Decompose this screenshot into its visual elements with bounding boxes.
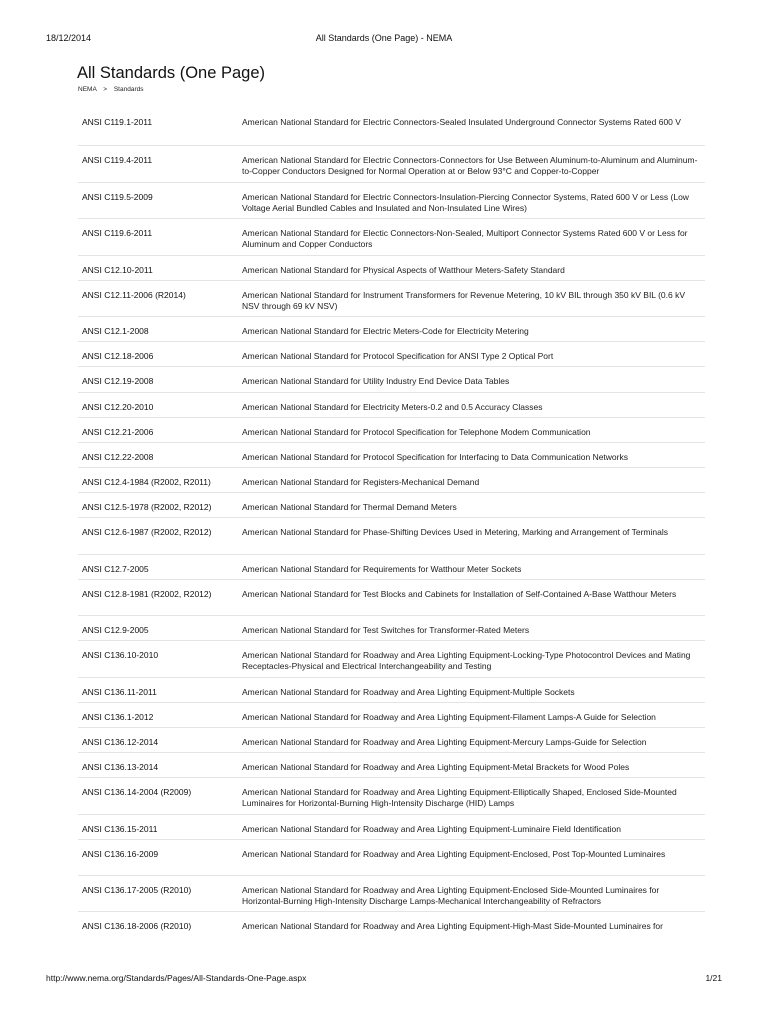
standard-code[interactable]: ANSI C12.7-2005	[82, 564, 149, 574]
standard-description: American National Standard for Electric Meters-Code for Electricity Metering	[242, 326, 529, 336]
standard-code[interactable]: ANSI C136.17-2005 (R2010)	[82, 885, 192, 895]
standard-description: American National Standard for Roadway and Area Lighting Equipment-Multiple Sockets	[242, 687, 575, 697]
standard-code[interactable]: ANSI C12.20-2010	[82, 402, 154, 412]
print-page-title: All Standards (One Page) - NEMA	[315, 33, 453, 43]
standard-code[interactable]: ANSI C12.4-1984 (R2002, R2011)	[82, 477, 211, 487]
table-row	[78, 468, 705, 493]
standard-code[interactable]: ANSI C12.21-2006	[82, 427, 154, 437]
breadcrumb-separator: >	[103, 86, 108, 93]
breadcrumb-home-link[interactable]: NEMA	[78, 86, 97, 93]
table-row	[78, 555, 705, 580]
standard-code[interactable]: ANSI C12.9-2005	[82, 625, 149, 635]
standard-description: American National Standard for Utility Industry End Device Data Tables	[242, 376, 510, 386]
standard-code[interactable]: ANSI C119.1-2011	[82, 117, 153, 127]
standard-code[interactable]: ANSI C119.6-2011	[82, 228, 153, 238]
print-page-number: 1/21	[705, 973, 722, 983]
table-row	[78, 418, 705, 443]
standard-code[interactable]: ANSI C136.18-2006 (R2010)	[82, 921, 192, 931]
page-title: All Standards (One Page)	[77, 64, 266, 82]
table-row	[78, 728, 705, 753]
print-header	[0, 31, 768, 45]
standard-code[interactable]: ANSI C12.11-2006 (R2014)	[82, 290, 186, 300]
standard-description: American National Standard for Electric Connectors-Sealed Insulated Underground Connector Systems Rated 600 V	[242, 117, 681, 127]
table-row	[78, 840, 705, 876]
table-row	[78, 443, 705, 468]
standard-code[interactable]: ANSI C12.22-2008	[82, 452, 154, 462]
standard-code[interactable]: ANSI C12.1-2008	[82, 326, 149, 336]
breadcrumb-standards-link[interactable]: Standards	[113, 86, 144, 93]
standard-code[interactable]: ANSI C12.6-1987 (R2002, R2012)	[82, 527, 212, 537]
standard-code[interactable]: ANSI C136.16-2009	[82, 849, 159, 859]
standard-code[interactable]: ANSI C136.13-2014	[82, 762, 159, 772]
standard-description: American National Standard for Roadway and Area Lighting Equipment-Filament Lamps-A Guide for Selection	[242, 712, 656, 722]
table-row	[78, 876, 705, 912]
table-row	[78, 753, 705, 778]
standard-description: American National Standard for Roadway and Area Lighting Equipment-Luminaire Field Identification	[242, 824, 621, 834]
standard-code[interactable]: ANSI C136.12-2014	[82, 737, 159, 747]
standard-description: American National Standard for Electric Connectors-Insulation-Piercing Connector Systems, Rated 600 V or Less (Low Voltage Aerial Bundled Cables and Insulated and Non-Insulated Line Wires)	[242, 192, 689, 213]
standard-description: American National Standard for Instrument Transformers for Revenue Metering, 10 kV BIL through 350 kV BIL (0.6 kV NSV through 69 kV NSV)	[242, 290, 686, 311]
print-url: http://www.nema.org/Standards/Pages/All-Standards-One-Page.aspx	[46, 973, 307, 983]
standard-description: American National Standard for Protocol Specification for Telephone Modem Communication	[242, 427, 591, 437]
standards-table	[78, 108, 705, 938]
standard-description: American National Standard for Protocol Specification for ANSI Type 2 Optical Port	[242, 351, 554, 361]
table-row	[78, 678, 705, 703]
standard-description: American National Standard for Roadway and Area Lighting Equipment-Elliptically Shaped, Enclosed Side-Mounted Luminaires for Horizontal-Burning High-Intensity Discharge (HID) Lamps	[242, 787, 677, 808]
table-row	[78, 703, 705, 728]
standard-code[interactable]: ANSI C136.14-2004 (R2009)	[82, 787, 192, 797]
standard-code[interactable]: ANSI C119.4-2011	[82, 155, 153, 165]
standard-code[interactable]: ANSI C119.5-2009	[82, 192, 153, 202]
standard-description: American National Standard for Electricity Meters-0.2 and 0.5 Accuracy Classes	[242, 402, 543, 412]
standard-description: American National Standard for Roadway and Area Lighting Equipment-Mercury Lamps-Guide for Selection	[242, 737, 647, 747]
table-row	[78, 778, 705, 815]
standard-description: American National Standard for Roadway and Area Lighting Equipment-High-Mast Side-Mounted Luminaires for	[242, 921, 663, 931]
table-row	[78, 815, 705, 840]
standard-description: American National Standard for Protocol Specification for Interfacing to Data Communication Networks	[242, 452, 628, 462]
standard-description: American National Standard for Thermal Demand Meters	[242, 502, 457, 512]
table-row	[78, 146, 705, 183]
table-row	[78, 393, 705, 418]
standard-description: American National Standard for Roadway and Area Lighting Equipment-Enclosed Side-Mounted Luminaires for Horizontal-Burning High-Intensity Discharge Lamps-Mechanical Interchangeability of Refractors	[242, 885, 660, 906]
print-date: 18/12/2014	[46, 33, 92, 43]
standard-code[interactable]: ANSI C136.15-2011	[82, 824, 158, 834]
table-row	[78, 367, 705, 393]
standard-description: American National Standard for Electic Connectors-Non-Sealed, Multiport Connector Systems Rated 600 V or Less for Aluminum and Copper Conductors	[242, 228, 688, 249]
standard-description: American National Standard for Requirements for Watthour Meter Sockets	[242, 564, 522, 574]
standard-code[interactable]: ANSI C12.19-2008	[82, 376, 154, 386]
standard-description: American National Standard for Roadway and Area Lighting Equipment-Metal Brackets for Wood Poles	[242, 762, 630, 772]
table-row	[78, 108, 705, 146]
standard-code[interactable]: ANSI C12.18-2006	[82, 351, 154, 361]
table-row	[78, 580, 705, 616]
table-row	[78, 641, 705, 678]
print-footer	[0, 971, 768, 985]
standard-code[interactable]: ANSI C12.5-1978 (R2002, R2012)	[82, 502, 212, 512]
standard-code[interactable]: ANSI C12.10-2011	[82, 265, 153, 275]
standard-description: American National Standard for Registers-Mechanical Demand	[242, 477, 480, 487]
table-row	[78, 493, 705, 518]
standard-description: American National Standard for Roadway and Area Lighting Equipment-Locking-Type Photocontrol Devices and Mating Receptacles-Physical and Electrical Interchangeability and Testing	[242, 650, 691, 671]
table-row	[78, 183, 705, 219]
table-row	[78, 317, 705, 342]
standard-code[interactable]: ANSI C136.1-2012	[82, 712, 154, 722]
standard-description: American National Standard for Test Switches for Transformer-Rated Meters	[242, 625, 530, 635]
standard-description: American National Standard for Physical Aspects of Watthour Meters-Safety Standard	[242, 265, 565, 275]
standard-description: American National Standard for Roadway and Area Lighting Equipment-Enclosed, Post Top-Mounted Luminaires	[242, 849, 666, 859]
standard-code[interactable]: ANSI C136.10-2010	[82, 650, 159, 660]
table-row	[78, 616, 705, 641]
table-row	[78, 912, 705, 938]
standard-code[interactable]: ANSI C136.11-2011	[82, 687, 157, 697]
breadcrumb	[78, 86, 143, 93]
standard-description: American National Standard for Test Blocks and Cabinets for Installation of Self-Contained A-Base Watthour Meters	[242, 589, 677, 599]
table-row	[78, 256, 705, 281]
table-row	[78, 219, 705, 256]
standard-description: American National Standard for Phase-Shifting Devices Used in Metering, Marking and Arrangement of Terminals	[242, 527, 668, 537]
table-row	[78, 342, 705, 367]
table-row	[78, 281, 705, 317]
table-row	[78, 518, 705, 555]
standard-description: American National Standard for Electric Connectors-Connectors for Use Between Aluminum-to-Aluminum and Aluminum-to-Copper Conductors Designed for Normal Operation at or Below 93°C and Copper-to-Copper	[242, 155, 698, 176]
standard-code[interactable]: ANSI C12.8-1981 (R2002, R2012)	[82, 589, 212, 599]
